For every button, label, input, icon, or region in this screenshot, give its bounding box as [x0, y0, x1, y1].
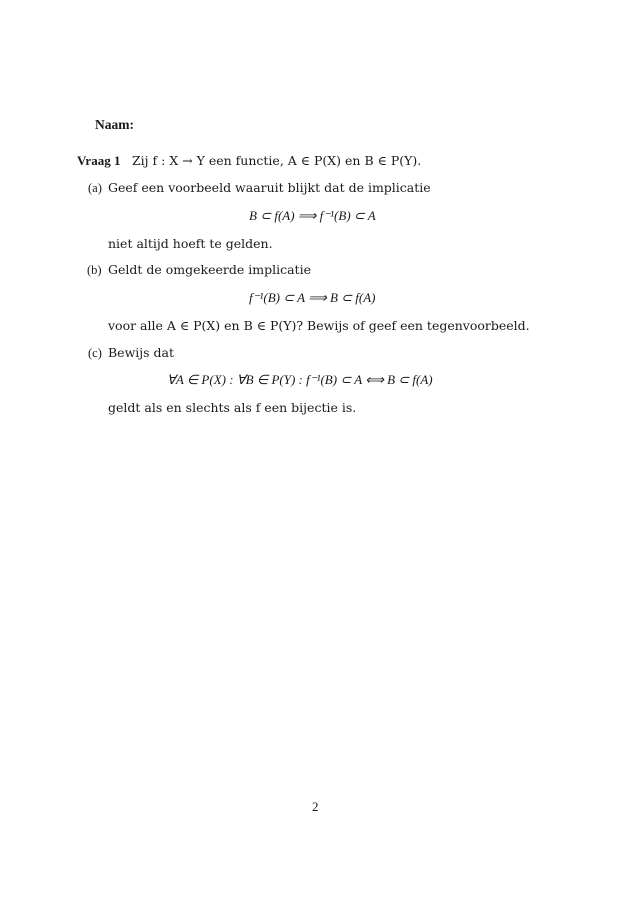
question-title: Vraag 1 [77, 153, 121, 168]
question-statement: Zij f : X → Y een functie, A ∈ P(X) en B ∈ P(Y). [132, 153, 422, 168]
part-c-after: geldt als en slechts als f een bijectie is. [108, 400, 357, 415]
page-number: 2 [312, 799, 319, 814]
part-c-intro: Bewijs dat [108, 345, 175, 360]
part-b-label: (b) [87, 263, 102, 277]
part-b-after: voor alle A ∈ P(X) en B ∈ P(Y)? Bewijs of geef een tegenvoorbeeld. [108, 318, 530, 333]
part-a-intro: Geef een voorbeeld waaruit blijkt dat de implicatie [108, 180, 431, 195]
part-a-formula: B ⊂ f(A) ⟹ f⁻¹(B) ⊂ A [249, 208, 376, 223]
part-c-formula: ∀A ∈ P(X) : ∀B ∈ P(Y) : f⁻¹(B) ⊂ A ⟺ B ⊂ f(A) [167, 372, 433, 387]
part-b-formula: f⁻¹(B) ⊂ A ⟹ B ⊂ f(A) [249, 290, 376, 305]
part-a-after: niet altijd hoeft te gelden. [108, 236, 273, 251]
part-a-label: (a) [88, 181, 102, 195]
part-b-intro: Geldt de omgekeerde implicatie [108, 262, 311, 277]
name-label: Naam: [95, 117, 134, 132]
part-c-label: (c) [88, 346, 102, 360]
